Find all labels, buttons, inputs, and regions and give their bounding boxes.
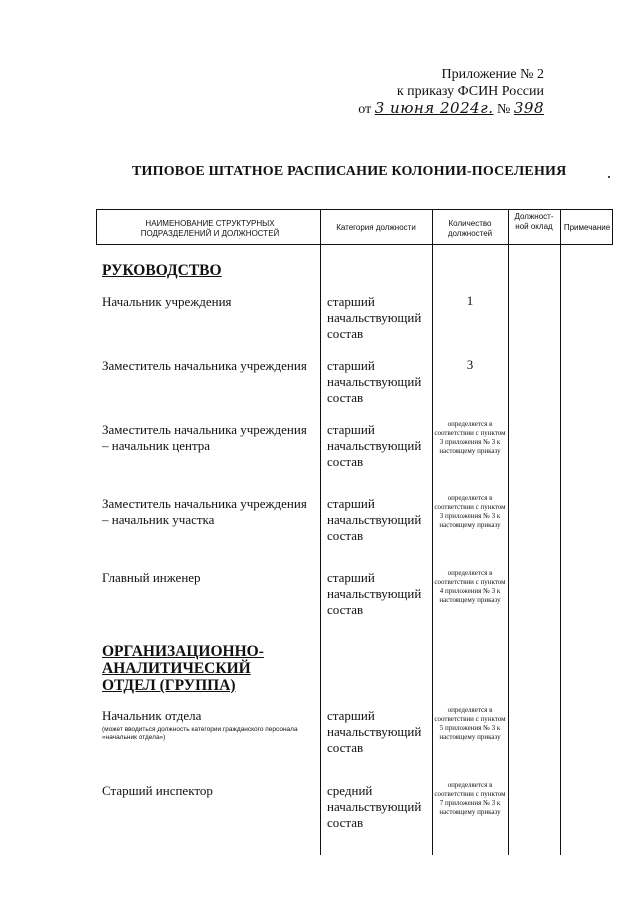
order-date-line xyxy=(324,100,544,118)
position-category: старший начальствующий состав xyxy=(327,358,422,405)
scan-speck xyxy=(608,176,610,178)
position-name: Главный инженер xyxy=(102,570,201,585)
table-right-border xyxy=(612,209,613,245)
position-quantity: определяется в соответствии с пунктом 3 приложения № 3 к настоящему приказу xyxy=(434,494,506,529)
table-top-border xyxy=(96,209,613,210)
position-name: Заместитель начальника учреждения – начальник центра xyxy=(102,422,307,453)
position-name: Старший инспектор xyxy=(102,783,213,798)
position-category: старший начальствующий состав xyxy=(327,294,422,341)
column-divider-1 xyxy=(320,210,321,855)
header-note-column: Примечание xyxy=(563,223,611,232)
header-name-column: НАИМЕНОВАНИЕ СТРУКТУРНЫХ ПОДРАЗДЕЛЕНИЙ И ДОЛЖНОСТЕЙ xyxy=(140,219,280,238)
position-note: (может вводиться должность категории гражданского персонала «начальник отдела») xyxy=(102,726,298,741)
position-quantity: определяется в соответствии с пунктом 4 приложения № 3 к настоящему приказу xyxy=(434,569,506,604)
position-name: Заместитель начальника учреждения – начальник участка xyxy=(102,496,307,527)
handwritten-date: 3 июня 2024г. xyxy=(374,99,494,117)
appendix-header xyxy=(324,66,544,118)
position-name-text: Начальник отдела xyxy=(102,708,202,723)
column-divider-3 xyxy=(508,210,509,855)
document-title: ТИПОВОЕ ШТАТНОЕ РАСПИСАНИЕ КОЛОНИИ-ПОСЕЛЕНИЯ xyxy=(132,164,567,179)
table-header-border xyxy=(96,244,613,245)
position-quantity: определяется в соответствии с пунктом 5 приложения № 3 к настоящему приказу xyxy=(434,706,506,741)
section-title: ОРГАНИЗАЦИОННО-АНАЛИТИЧЕСКИЙ ОТДЕЛ (ГРУППА) xyxy=(102,643,264,694)
position-name: Начальник учреждения xyxy=(102,294,232,309)
position-category: средний начальствующий состав xyxy=(327,783,422,830)
position-quantity: 3 xyxy=(466,357,474,372)
position-quantity: определяется в соответствии с пунктом 3 приложения № 3 к настоящему приказу xyxy=(434,420,506,455)
position-name xyxy=(102,708,312,742)
position-quantity: 1 xyxy=(466,293,474,308)
position-quantity: определяется в соответствии с пунктом 7 приложения № 3 к настоящему приказу xyxy=(434,781,506,816)
position-category: старший начальствующий состав xyxy=(327,708,422,755)
order-reference: к приказу ФСИН России xyxy=(396,84,544,99)
position-name: Заместитель начальника учреждения xyxy=(102,358,307,373)
column-divider-4 xyxy=(560,210,561,855)
date-prefix: от xyxy=(358,102,372,117)
position-category: старший начальствующий состав xyxy=(327,496,422,543)
number-prefix: № xyxy=(497,102,511,117)
position-category: старший начальствующий состав xyxy=(327,422,422,469)
table-left-border xyxy=(96,209,97,245)
header-category-column: Категория должности xyxy=(336,223,416,232)
header-quantity-column: Количество должностей xyxy=(447,219,493,238)
header-salary-column: Должност-ной оклад xyxy=(514,212,554,231)
position-category: старший начальствующий состав xyxy=(327,570,422,617)
section-title: РУКОВОДСТВО xyxy=(102,262,222,279)
appendix-label: Приложение № 2 xyxy=(441,67,544,82)
handwritten-number: 398 xyxy=(513,99,544,117)
